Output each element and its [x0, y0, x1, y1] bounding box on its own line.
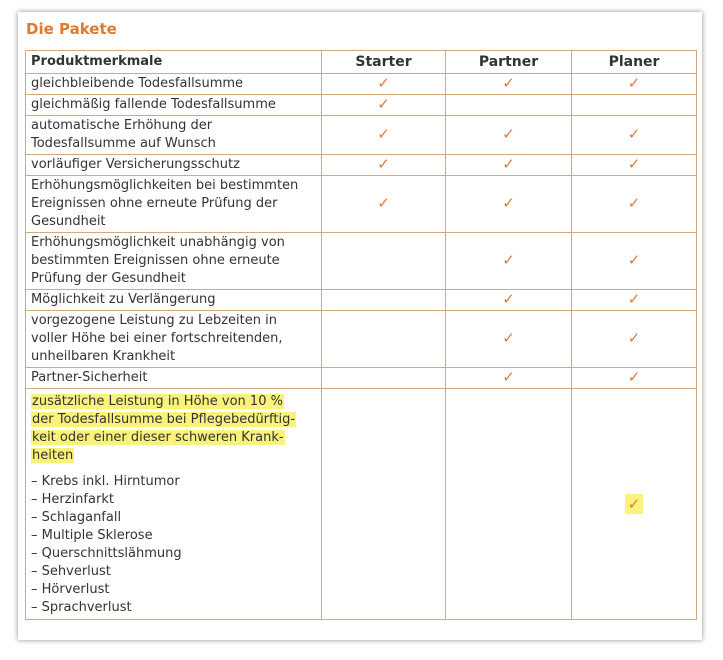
- table-row: [26, 176, 697, 233]
- table-row: [26, 116, 697, 155]
- checkmark-icon: ✓: [502, 194, 515, 212]
- check-cell-starter: [322, 368, 446, 389]
- checkmark-icon: ✓: [627, 194, 641, 212]
- feature-cell: automatische Erhöhung der Todesfallsumme auf Wunsch: [26, 116, 322, 155]
- checkmark-icon: ✓: [627, 74, 641, 92]
- check-cell-starter: [322, 155, 446, 176]
- check-cell-partner: [446, 176, 572, 233]
- highlight-line: heiten: [32, 448, 74, 463]
- checkmark-icon: ✓: [377, 194, 390, 212]
- illness-item: – Krebs inkl. Hirntumor: [31, 474, 180, 489]
- check-cell-partner: [446, 155, 572, 176]
- table-row-care-benefit: [26, 389, 697, 620]
- check-cell-starter: [322, 389, 446, 620]
- checkmark-icon: ✓: [502, 251, 515, 269]
- illness-item: – Querschnittslähmung: [31, 546, 182, 561]
- feature-cell: Möglichkeit zu Verlängerung: [26, 290, 322, 311]
- illness-item: – Herzinfarkt: [31, 492, 114, 507]
- check-cell-partner: [446, 389, 572, 620]
- header-planer: Planer: [572, 51, 697, 74]
- checkmark-icon: ✓: [377, 125, 390, 143]
- check-cell-planer: [572, 155, 697, 176]
- table-row: [26, 95, 697, 116]
- check-cell-planer: [572, 116, 697, 155]
- feature-cell: Erhöhungsmöglichkeiten bei bestimmten Ereignissen ohne erneute Prüfung der Gesundheit: [26, 176, 322, 233]
- checkmark-icon: ✓: [377, 95, 390, 113]
- check-cell-starter: [322, 116, 446, 155]
- checkmark-icon: ✓: [377, 155, 390, 173]
- header-partner: Partner: [446, 51, 572, 74]
- feature-cell: Partner-Sicherheit: [26, 368, 322, 389]
- check-cell-partner: [446, 368, 572, 389]
- illness-item: – Sprachverlust: [31, 600, 132, 615]
- checkmark-icon: ✓: [627, 368, 641, 386]
- highlighted-checkmark-icon: ✓: [625, 494, 643, 514]
- checkmark-icon: ✓: [627, 125, 641, 143]
- check-cell-planer: [572, 95, 697, 116]
- check-cell-planer: [572, 389, 697, 620]
- check-cell-planer: [572, 176, 697, 233]
- feature-cell: vorgezogene Leistung zu Lebzeiten in voller Höhe bei einer fortschreitenden, unheilbaren Krankheit: [26, 311, 322, 368]
- checkmark-icon: ✓: [627, 251, 641, 269]
- check-cell-starter: [322, 176, 446, 233]
- checkmark-icon: ✓: [502, 329, 515, 347]
- check-cell-planer: [572, 74, 697, 95]
- checkmark-icon: ✓: [377, 74, 390, 92]
- check-cell-partner: [446, 290, 572, 311]
- checkmark-icon: ✓: [502, 74, 515, 92]
- feature-cell: Erhöhungsmöglichkeit unabhängig von bestimmten Ereignissen ohne erneute Prüfung der Gesundheit: [26, 233, 322, 290]
- check-cell-partner: [446, 74, 572, 95]
- table-body: [26, 74, 697, 620]
- highlighted-text: [31, 393, 316, 465]
- table-row: [26, 233, 697, 290]
- header-features: Produktmerkmale: [26, 51, 322, 74]
- highlight-line: keit oder einer dieser schweren Krank-: [32, 430, 284, 445]
- packages-card: [18, 12, 702, 640]
- check-cell-planer: [572, 290, 697, 311]
- checkmark-icon: ✓: [627, 290, 641, 308]
- checkmark-icon: ✓: [502, 155, 515, 173]
- check-cell-starter: [322, 95, 446, 116]
- checkmark-icon: ✓: [502, 290, 515, 308]
- feature-cell: vorläufiger Versicherungsschutz: [26, 155, 322, 176]
- check-cell-partner: [446, 233, 572, 290]
- checkmark-icon: ✓: [502, 368, 515, 386]
- feature-cell: [26, 389, 322, 620]
- check-cell-starter: [322, 74, 446, 95]
- check-cell-partner: [446, 311, 572, 368]
- table-row: [26, 311, 697, 368]
- header-row: [26, 51, 697, 74]
- illness-item: – Schlaganfall: [31, 510, 122, 525]
- check-cell-partner: [446, 116, 572, 155]
- highlight-line: der Todesfallsumme bei Pflegebedürftig-: [32, 412, 296, 427]
- check-cell-planer: [572, 368, 697, 389]
- check-cell-planer: [572, 311, 697, 368]
- illness-list: [31, 473, 316, 617]
- check-cell-planer: [572, 233, 697, 290]
- packages-table: [25, 50, 697, 620]
- table-row: [26, 368, 697, 389]
- section-title: Die Pakete: [26, 20, 117, 38]
- illness-item: – Sehverlust: [31, 564, 111, 579]
- feature-cell: gleichbleibende Todesfallsumme: [26, 74, 322, 95]
- highlight-line: zusätzliche Leistung in Höhe von 10 %: [32, 394, 283, 409]
- illness-item: – Hörverlust: [31, 582, 110, 597]
- table-row: [26, 290, 697, 311]
- feature-cell: gleichmäßig fallende Todesfallsumme: [26, 95, 322, 116]
- checkmark-icon: ✓: [627, 155, 641, 173]
- check-cell-starter: [322, 311, 446, 368]
- check-cell-starter: [322, 290, 446, 311]
- checkmark-icon: ✓: [627, 329, 641, 347]
- check-cell-partner: [446, 95, 572, 116]
- check-cell-starter: [322, 233, 446, 290]
- table-row: [26, 155, 697, 176]
- illness-item: – Multiple Sklerose: [31, 528, 153, 543]
- header-starter: Starter: [322, 51, 446, 74]
- checkmark-icon: ✓: [502, 125, 515, 143]
- table-row: [26, 74, 697, 95]
